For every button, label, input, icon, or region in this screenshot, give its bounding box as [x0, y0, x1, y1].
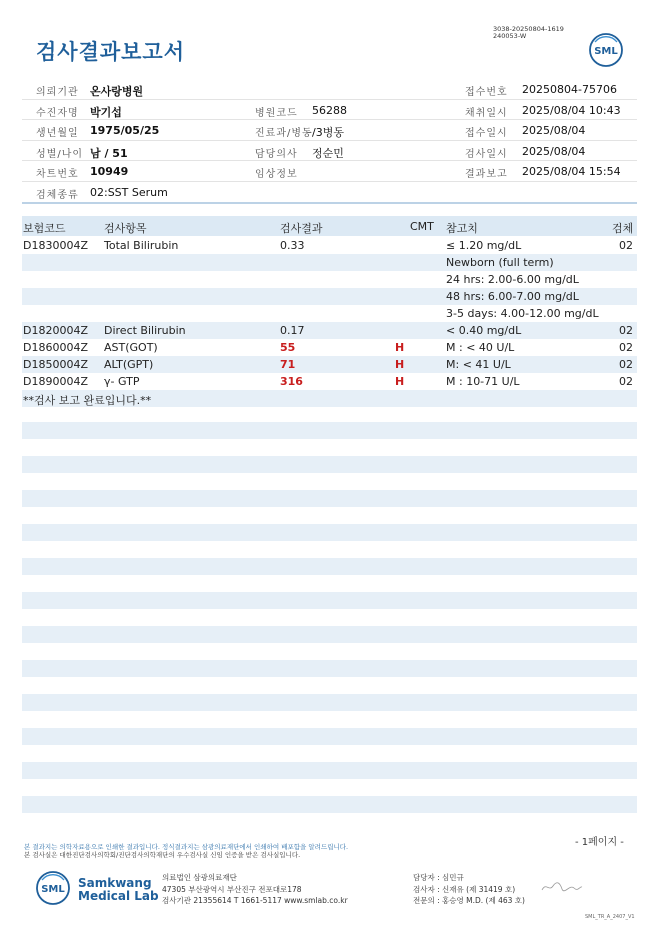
info-label: 검체종류 — [36, 189, 79, 201]
info-label: 접수번호 — [465, 87, 508, 98]
info-row — [22, 79, 637, 100]
info-row — [22, 182, 637, 203]
sex-age-value: 남 / 51 — [90, 146, 128, 160]
cell-specimen: 02 — [619, 324, 633, 337]
results-table-body — [22, 237, 637, 407]
address-line: 의료법인 삼광의료재단 — [162, 873, 237, 882]
chart-number-value: 10949 — [90, 165, 129, 178]
info-row — [22, 100, 637, 121]
hospital-code-value: 56288 — [312, 103, 347, 117]
col-header-specimen: 검체 — [612, 222, 634, 235]
staff-line: 검사자 : 신재유 (제 31419 호) — [413, 884, 516, 894]
document-code — [493, 26, 564, 40]
cell-specimen: 02 — [619, 358, 633, 371]
disclaimer-note: 본 결과지는 의학자료용으로 인쇄한 결과입니다. 정식결과지는 삼광의료재단에서 인쇄하여 배포함을 알려드립니다. — [24, 843, 349, 851]
sml-logo — [589, 33, 623, 67]
info-label: 의뢰기관 — [36, 87, 79, 98]
address-line: 검사기관 21355614 T 1661-5117 www.smlab.co.kr — [162, 896, 348, 905]
col-header-result: 검사결과 — [280, 222, 323, 235]
cell-flag: H — [395, 341, 405, 354]
cell-reference: M: < 41 U/L — [446, 358, 511, 371]
table-row — [22, 271, 637, 288]
report-time-value: 2025/08/04 15:54 — [522, 165, 621, 178]
institution-value: 온사랑병원 — [90, 85, 144, 98]
info-row — [22, 141, 637, 162]
sml-footer-logo — [36, 871, 70, 905]
info-label: 검사일시 — [465, 148, 508, 160]
col-header-code: 보험코드 — [23, 222, 66, 235]
info-label: 담당의사 — [255, 148, 298, 160]
info-label: 채취일시 — [465, 107, 508, 119]
cell-reference: ≤ 1.20 mg/dL — [446, 239, 522, 252]
accreditation-note: 본 검사실은 대한진단검사의학회/진단검사의학재단의 우수검사실 신임 인증을 받은 검사실입니다. — [24, 851, 301, 859]
table-row — [22, 288, 637, 305]
report-title: 검사결과보고서 — [36, 40, 186, 64]
patient-name-value: 박기섭 — [90, 105, 122, 119]
table-row — [22, 322, 637, 339]
receipt-number-value: 20250804-75706 — [522, 83, 617, 96]
company-name-line1: Samkwang — [78, 876, 152, 890]
cell-reference: 3-5 days: 4.00-12.00 mg/dL — [446, 307, 599, 320]
cell-result: 0.33 — [280, 239, 305, 252]
info-label: 생년월일 — [36, 128, 79, 139]
table-row — [22, 356, 637, 373]
specimen-type-value: 02:SST Serum — [90, 185, 168, 199]
info-label: 결과보고 — [465, 169, 508, 180]
cell-item: ALT(GPT) — [104, 358, 154, 371]
info-label: 수진자명 — [36, 107, 79, 119]
collection-time-value: 2025/08/04 10:43 — [522, 103, 621, 117]
cell-result: 316 — [280, 375, 303, 388]
empty-row — [22, 626, 637, 643]
cell-item: Direct Bilirubin — [104, 324, 186, 337]
empty-row — [22, 660, 637, 677]
cell-item: AST(GOT) — [104, 341, 158, 354]
empty-row — [22, 762, 637, 779]
form-number: SML_TR_A_2407_V1 — [585, 914, 635, 920]
empty-row — [22, 694, 637, 711]
info-label: 진료과/병동 — [255, 128, 313, 139]
patient-info — [22, 79, 637, 202]
empty-row — [22, 728, 637, 745]
cell-code: **검사 보고 완료입니다.** — [23, 394, 152, 407]
info-label: 성별/나이 — [36, 148, 84, 160]
cell-item: γ- GTP — [104, 375, 140, 388]
sml-footer-logo-text: SML — [41, 884, 65, 895]
company-name — [78, 877, 159, 903]
cell-result: 0.17 — [280, 324, 305, 337]
empty-row — [22, 422, 637, 439]
col-header-cmt: CMT — [410, 220, 434, 233]
table-row — [22, 254, 637, 271]
info-label: 임상정보 — [255, 169, 298, 180]
cell-code: D1820004Z — [23, 324, 88, 337]
cell-specimen: 02 — [619, 239, 633, 252]
doctor-value: 정순민 — [312, 146, 344, 160]
sml-logo-text: SML — [594, 46, 618, 57]
signature-icon — [540, 880, 584, 894]
cell-code: D1890004Z — [23, 375, 88, 388]
info-label: 차트번호 — [36, 169, 79, 180]
address-line: 47305 부산광역시 부산진구 전포대로178 — [162, 884, 302, 894]
table-row — [22, 339, 637, 356]
table-row — [22, 373, 637, 390]
empty-row — [22, 558, 637, 575]
cell-code: D1850004Z — [23, 358, 88, 371]
company-name-line2: Medical Lab — [78, 889, 159, 903]
table-row — [22, 305, 637, 322]
empty-row — [22, 456, 637, 473]
cell-result: 55 — [280, 341, 296, 354]
empty-row — [22, 524, 637, 541]
staff-line: 전문의 : 홍승영 M.D. (제 463 호) — [413, 896, 525, 905]
page-number: - 1페이지 - — [575, 837, 624, 848]
info-row — [22, 120, 637, 141]
cell-reference: M : < 40 U/L — [446, 341, 515, 354]
birthdate-value: 1975/05/25 — [90, 124, 160, 137]
empty-row — [22, 592, 637, 609]
cell-reference: 48 hrs: 6.00-7.00 mg/dL — [446, 290, 579, 303]
cell-reference: M : 10-71 U/L — [446, 375, 520, 388]
document-code-line1: 3038-20250804-1619 — [493, 25, 564, 33]
staff-line: 담당자 : 심민규 — [413, 873, 464, 882]
empty-row — [22, 796, 637, 813]
test-date-value: 2025/08/04 — [522, 144, 586, 158]
cell-item: Total Bilirubin — [104, 239, 179, 252]
cell-result: 71 — [280, 358, 296, 371]
department-value: /3병동 — [312, 126, 344, 139]
col-header-item: 검사항목 — [104, 222, 147, 235]
staff-info — [413, 872, 525, 907]
empty-row — [22, 490, 637, 507]
receipt-date-value: 2025/08/04 — [522, 124, 586, 137]
company-address — [162, 872, 348, 907]
table-row — [22, 390, 637, 407]
empty-rows — [22, 422, 637, 830]
info-row — [22, 161, 637, 182]
cell-specimen: 02 — [619, 341, 633, 354]
results-table-header — [22, 216, 637, 236]
cell-reference: Newborn (full term) — [446, 256, 554, 269]
table-row — [22, 237, 637, 254]
info-label: 병원코드 — [255, 107, 298, 119]
col-header-reference: 참고치 — [446, 222, 478, 235]
cell-specimen: 02 — [619, 375, 633, 388]
cell-reference: < 0.40 mg/dL — [446, 324, 522, 337]
cell-reference: 24 hrs: 2.00-6.00 mg/dL — [446, 273, 579, 286]
document-code-line2: 240053-W — [493, 32, 527, 40]
cell-flag: H — [395, 375, 405, 388]
cell-code: D1860004Z — [23, 341, 88, 354]
cell-code: D1830004Z — [23, 239, 88, 252]
info-label: 접수일시 — [465, 128, 508, 139]
cell-flag: H — [395, 358, 405, 371]
divider — [22, 202, 637, 204]
